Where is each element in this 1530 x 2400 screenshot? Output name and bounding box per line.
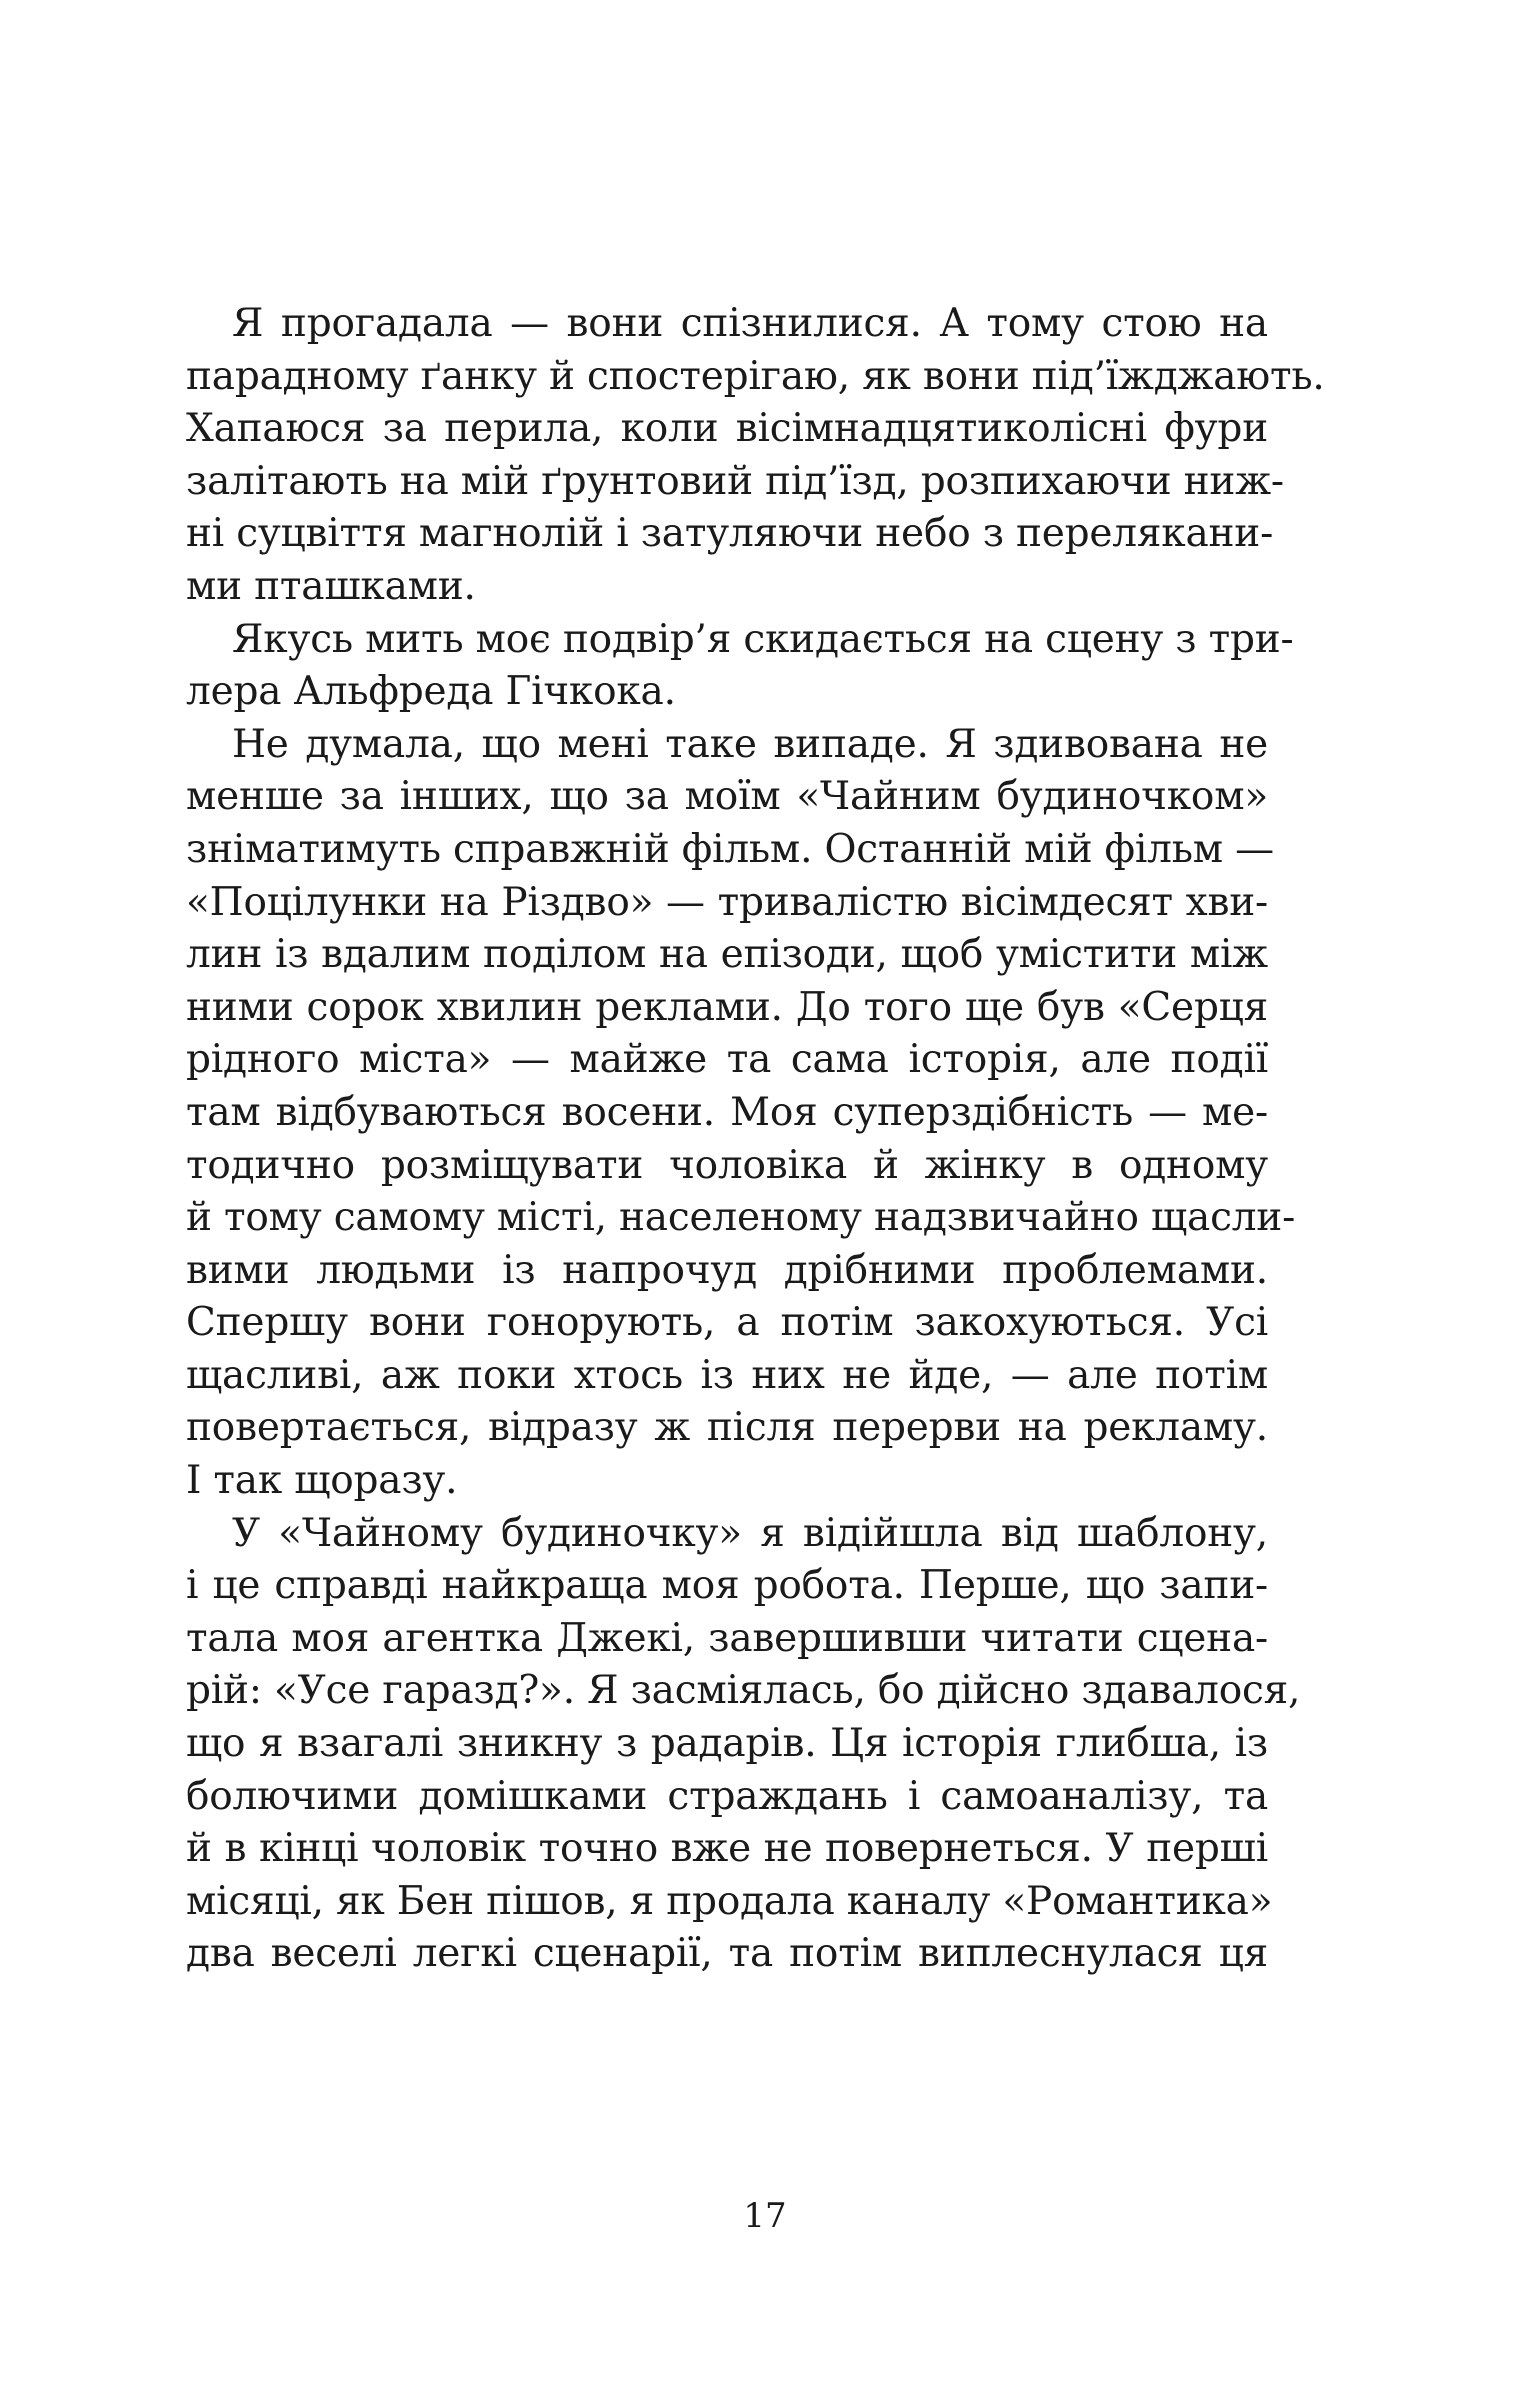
page-number: 17 xyxy=(743,2196,787,2236)
text-line: вими людьми із напрочуд дрібними проблемами. xyxy=(186,1247,1268,1293)
text-line: і це справді найкраща моя робота. Перше, що запи- xyxy=(186,1563,1268,1609)
text-line: зніматимуть справжній фільм. Останній мій фільм — xyxy=(186,826,1274,872)
text-line: Якусь мить моє подвір’я скидається на сцену з три- xyxy=(232,616,1294,662)
text-line: У «Чайному будиночку» я відійшла від шаблону, xyxy=(232,1510,1268,1556)
text-line: що я взагалі зникну з радарів. Ця історія глибша, із xyxy=(186,1721,1268,1767)
text-line: щасливі, аж поки хтось із них не йде, — але потім xyxy=(186,1352,1268,1398)
text-line: залітають на мій ґрунтовий під’їзд, розпихаючи ниж- xyxy=(186,458,1284,504)
text-line: рій: «Усе гаразд?». Я засміялась, бо дійсно здавалося, xyxy=(186,1668,1301,1714)
text-line: І так щоразу. xyxy=(186,1458,458,1504)
text-line: менше за інших, що за моїм «Чайним будиночком» xyxy=(186,774,1268,820)
paragraph-1 xyxy=(186,298,1325,614)
text-line: тала моя агентка Джекі, завершивши читати сцена- xyxy=(186,1615,1268,1661)
paragraph-3 xyxy=(186,719,1296,1508)
text-line: лин із вдалим поділом на епізоди, щоб умістити між xyxy=(186,932,1268,978)
text-line: там відбуваються восени. Моя суперздібність — ме- xyxy=(186,1089,1268,1135)
text-line: ні суцвіття магнолій і затуляючи небо з перелякани- xyxy=(186,511,1274,557)
paragraph-4 xyxy=(186,1508,1301,1981)
text-line: болючими домішками страждань і самоаналізу, та xyxy=(186,1773,1268,1819)
text-line: парадному ґанку й спостерігаю, як вони під’їжджають. xyxy=(186,353,1325,399)
text-line: лера Альфреда Гічкока. xyxy=(186,669,676,715)
text-line: Хапаюся за перила, коли вісімнадцятиколісні фури xyxy=(186,406,1268,452)
text-line: місяці, як Бен пішов, я продала каналу «Романтика» xyxy=(186,1878,1273,1924)
text-line: тодично розміщувати чоловіка й жінку в одному xyxy=(186,1142,1268,1188)
text-line: Я прогадала — вони спізнилися. А тому стою на xyxy=(232,301,1268,346)
paragraph-2 xyxy=(186,614,1294,719)
text-line: «Поцілунки на Різдво» — тривалістю вісімдесят хви- xyxy=(186,879,1268,925)
text-line: й тому самому місті, населеному надзвичайно щасли- xyxy=(186,1195,1296,1241)
text-line: повертається, відразу ж після перерви на рекламу. xyxy=(186,1405,1268,1451)
text-line: рідного міста» — майже та сама історія, але події xyxy=(186,1037,1268,1083)
text-line: Спершу вони гонорують, а потім закохуються. Усі xyxy=(186,1300,1268,1346)
text-line: ми пташками. xyxy=(186,563,476,609)
text-line: ними сорок хвилин реклами. До того ще був «Серця xyxy=(186,984,1268,1030)
text-line: Не думала, що мені таке випаде. Я здивована не xyxy=(232,721,1268,767)
text-line: й в кінці чоловік точно вже не повернеться. У перші xyxy=(186,1826,1268,1872)
page-body xyxy=(186,298,1325,1981)
text-line: два веселі легкі сценарії, та потім виплеснулася ця xyxy=(186,1931,1268,1977)
